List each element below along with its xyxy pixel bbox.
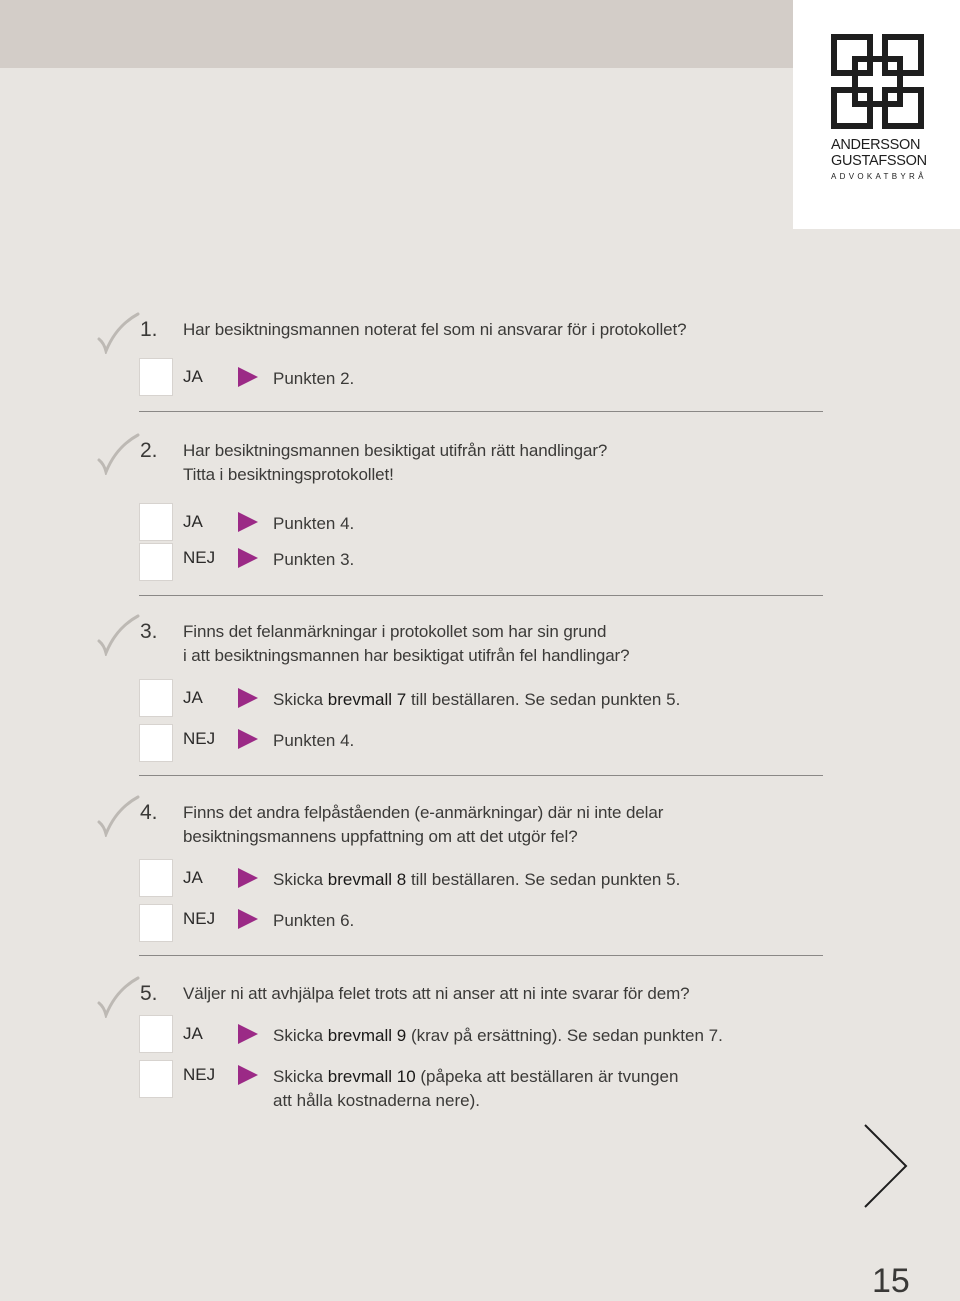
question-number: 3. — [140, 620, 158, 643]
logo — [793, 0, 960, 229]
option-result: Punkten 4. — [273, 731, 355, 750]
checkbox[interactable] — [139, 679, 173, 717]
template-name: brevmall 9 — [327, 1026, 407, 1045]
checkbox[interactable] — [139, 503, 173, 541]
divider — [139, 955, 823, 956]
arrow-right-icon — [238, 367, 258, 387]
option-label: NEJ — [183, 548, 216, 567]
arrow-right-icon — [238, 909, 258, 929]
checkbox[interactable] — [139, 543, 173, 581]
checkmark-icon — [96, 433, 140, 475]
option-label: NEJ — [183, 909, 216, 928]
checkmark-icon — [96, 976, 140, 1018]
question-text: Har besiktningsmannen noterat fel som ni ansvarar för i protokollet? — [183, 320, 687, 339]
option-label: JA — [183, 688, 203, 707]
option-label: JA — [183, 1024, 203, 1043]
brand-subtitle: ADVOKATBYRÅ — [831, 172, 927, 181]
option-result: Punkten 3. — [273, 550, 355, 569]
option-result: Skicka brevmall 10 (påpeka att beställaren är tvungen att hålla kostnaderna nere). — [273, 1067, 679, 1110]
page-number: 15 — [872, 1262, 910, 1300]
question-text: Har besiktningsmannen besiktigat utifrån rätt handlingar? Titta i besiktningsprotokollet! — [183, 441, 608, 484]
checkbox[interactable] — [139, 904, 173, 942]
template-name: brevmall 7 — [327, 690, 407, 709]
option-result: Punkten 6. — [273, 911, 355, 930]
option-result: Punkten 2. — [273, 369, 355, 388]
divider — [139, 595, 823, 596]
question-number: 1. — [140, 318, 158, 341]
divider — [139, 411, 823, 412]
option-result: Skicka brevmall 9 (krav på ersättning). Se sedan punkten 7. — [273, 1026, 723, 1045]
arrow-right-icon — [238, 1065, 258, 1085]
divider — [139, 775, 823, 776]
question-text: Väljer ni att avhjälpa felet trots att ni anser att ni inte svarar för dem? — [183, 984, 690, 1003]
checkbox[interactable] — [139, 1015, 173, 1053]
option-label: JA — [183, 512, 203, 531]
question-number: 2. — [140, 439, 158, 462]
checkmark-icon — [96, 614, 140, 656]
option-result: Punkten 4. — [273, 514, 355, 533]
brand-name-1: ANDERSSON — [831, 137, 921, 153]
checkbox[interactable] — [139, 724, 173, 762]
question-text: Finns det felanmärkningar i protokollet som har sin grund i att besiktningsmannen har besiktigat utifrån fel handlingar? — [183, 622, 630, 665]
checkbox[interactable] — [139, 859, 173, 897]
logo-mark-icon — [831, 34, 924, 129]
template-name: brevmall 8 — [327, 870, 407, 889]
option-label: NEJ — [183, 729, 216, 748]
option-result: Skicka brevmall 8 till beställaren. Se sedan punkten 5. — [273, 870, 681, 889]
option-label: JA — [183, 367, 203, 386]
question-number: 5. — [140, 982, 158, 1005]
option-label: JA — [183, 868, 203, 887]
arrow-right-icon — [238, 688, 258, 708]
option-label: NEJ — [183, 1065, 216, 1084]
checkmark-icon — [96, 795, 140, 837]
arrow-right-icon — [238, 1024, 258, 1044]
template-name: brevmall 10 — [327, 1067, 416, 1086]
checkbox[interactable] — [139, 1060, 173, 1098]
brand-name-2: GUSTAFSSON — [831, 153, 927, 169]
arrow-right-icon — [238, 548, 258, 568]
checkbox[interactable] — [139, 358, 173, 396]
question-text: Finns det andra felpåståenden (e-anmärkningar) där ni inte delar besiktningsmannens uppfattning om att det utgör fel? — [183, 803, 664, 846]
question-number: 4. — [140, 801, 158, 824]
checkmark-icon — [96, 312, 140, 354]
arrow-right-icon — [238, 512, 258, 532]
option-result: Skicka brevmall 7 till beställaren. Se sedan punkten 5. — [273, 690, 681, 709]
arrow-right-icon — [238, 729, 258, 749]
next-page-chevron-icon[interactable] — [860, 1122, 910, 1210]
arrow-right-icon — [238, 868, 258, 888]
header-band — [0, 0, 793, 68]
